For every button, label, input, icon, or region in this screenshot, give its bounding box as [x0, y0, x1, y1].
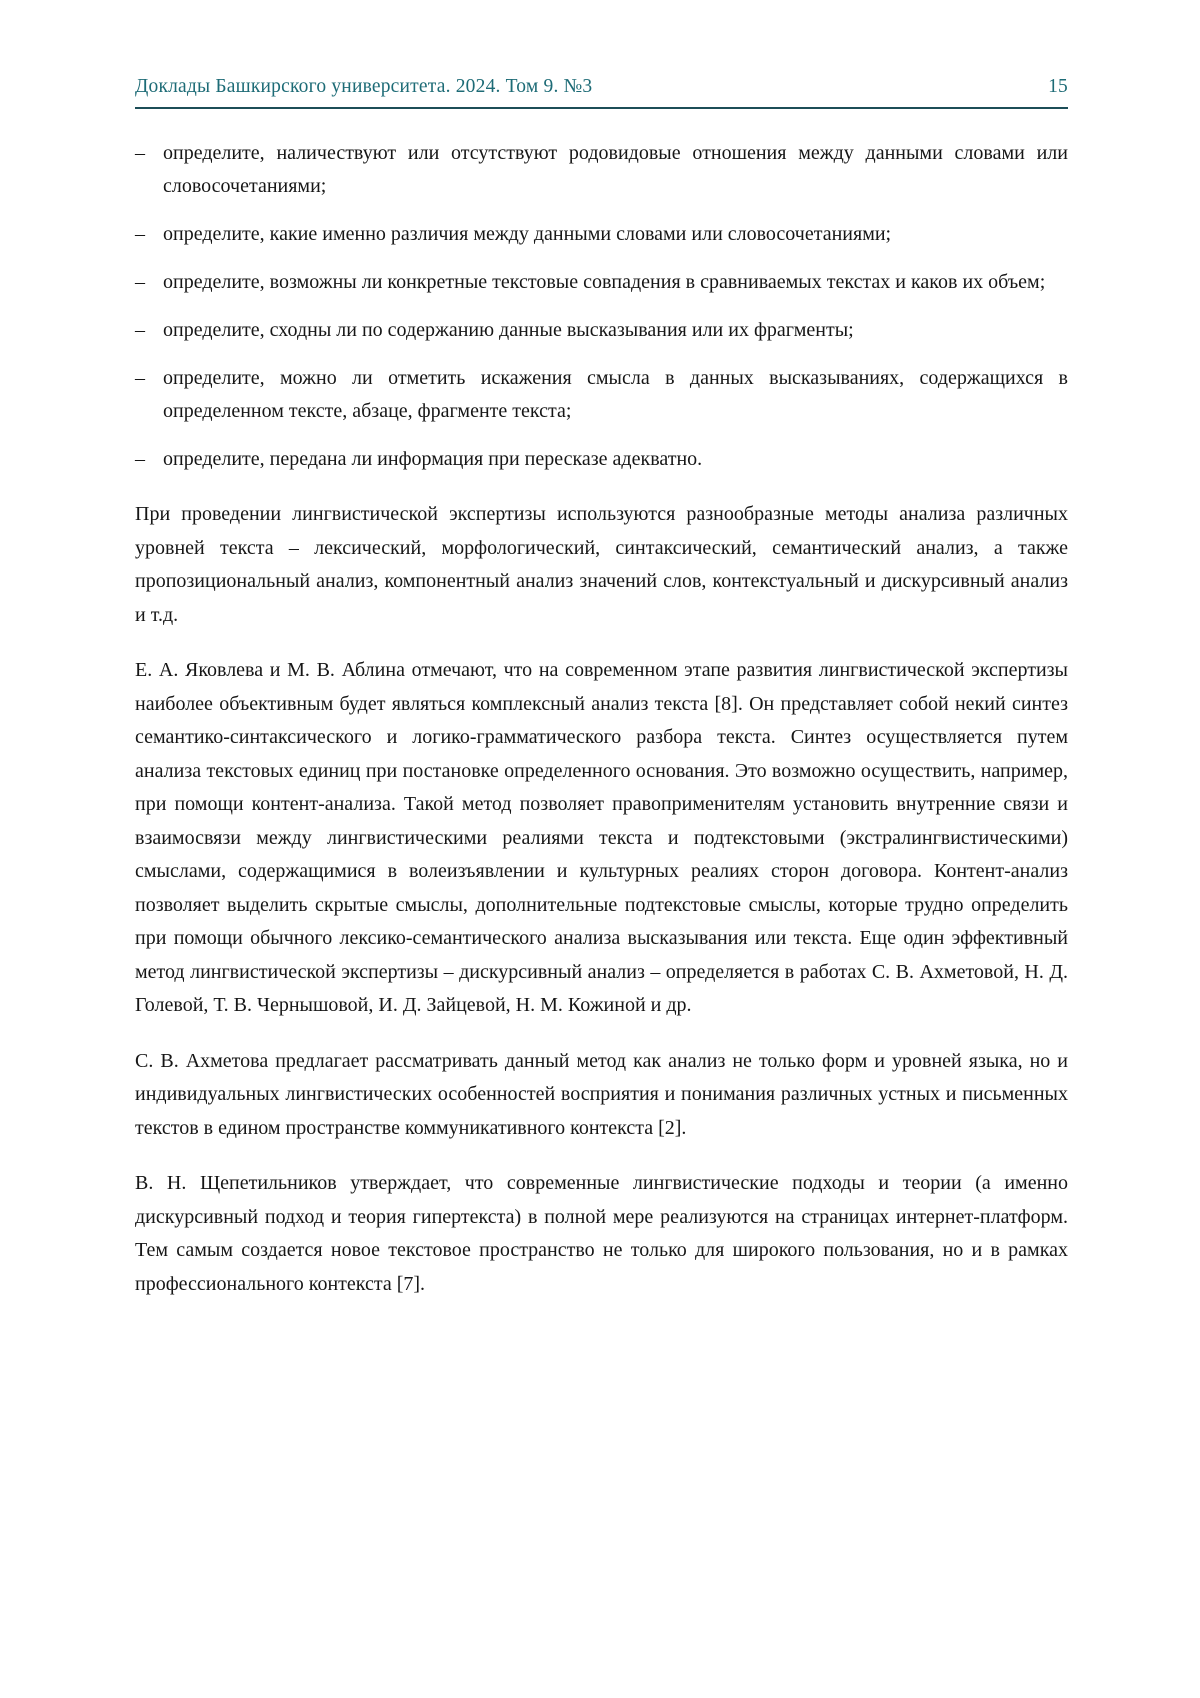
paragraph-methods: При проведении лингвистической экспертизы используются разнообразные методы анализа различных уровней текста – лексический, морфологический, синтаксический, семантический анализ, а также пропозициональный анализ, компонентный анализ значений слов, контекстуальный и дискурсивный анализ и т.д. — [135, 503, 1068, 626]
journal-title: Доклады Башкирского университета. 2024. Том 9. №3 — [135, 76, 593, 97]
page-number: 15 — [1048, 76, 1068, 97]
list-item-text: определите, передана ли информация при пересказе адекватно. — [163, 448, 703, 470]
list-item-text: определите, возможны ли конкретные текстовые совпадения в сравниваемых текстах и каков их объем; — [163, 271, 1046, 293]
list-item-text: определите, наличествуют или отсутствуют родовидовые отношения между данными словами или словосочетаниями; — [163, 142, 1068, 197]
list-dash-marker: – — [135, 448, 145, 470]
list-item — [135, 266, 1068, 299]
list-item — [135, 218, 1068, 251]
list-dash-marker: – — [135, 223, 145, 245]
list-item-text: определите, сходны ли по содержанию данные высказывания или их фрагменты; — [163, 319, 854, 341]
paragraph-akhmetova: С. В. Ахметова предлагает рассматривать данный метод как анализ не только форм и уровней языка, но и индивидуальных лингвистических особенностей восприятия и понимания различных устных и письменных текстов в едином пространстве коммуникативного контекста [2]. — [135, 1049, 1068, 1139]
page-header — [135, 76, 1068, 107]
list-dash-marker: – — [135, 271, 145, 293]
list-item — [135, 443, 1068, 476]
list-dash-marker: – — [135, 142, 145, 164]
paragraph-complex-analysis: Е. А. Яковлева и М. В. Аблина отмечают, что на современном этапе развития лингвистической экспертизы наиболее объективным будет являться комплексный анализ текста [8]. Он представляет собой некий синтез семантико-синтаксического и логико-грамматического разбора текста. Синтез осуществляется путем анализа текстовых единиц при постановке определенного основания. Это возможно осуществить, например, при помощи контент-анализа. Такой метод позволяет правоприменителям установить внутренние связи и взаимосвязи между лингвистическими реалиями текста и подтекстовыми (экстралингвистическими) смыслами, содержащимися в волеизъявлении и культурных реалиях сторон договора. Контент-анализ позволяет выделить скрытые смыслы, дополнительные подтекстовые смыслы, которые трудно определить при помощи обычного лексико-семантического анализа высказывания или текста. Еще один эффективный метод лингвистической экспертизы – дискурсивный анализ – определяется в работах С. В. Ахметовой, Н. Д. Голевой, Т. В. Чернышовой, И. Д. Зайцевой, Н. М. Кожиной и др. — [135, 659, 1068, 1016]
list-item — [135, 314, 1068, 347]
list-dash-marker: – — [135, 367, 145, 389]
list-item — [135, 362, 1068, 428]
list-dash-marker: – — [135, 319, 145, 341]
list-item-text: определите, какие именно различия между данными словами или словосочетаниями; — [163, 223, 892, 245]
expert-questions-list — [135, 137, 1068, 476]
list-item — [135, 137, 1068, 203]
paragraph-shchepetilnikov: В. Н. Щепетильников утверждает, что современные лингвистические подходы и теории (а именно дискурсивный подход и теория гипертекста) в полной мере реализуются на страницах интернет-платформ. Тем самым создается новое текстовое пространство не только для широкого пользования, но и в рамках профессионального контекста [7]. — [135, 1172, 1068, 1295]
list-item-text: определите, можно ли отметить искажения смысла в данных высказываниях, содержащихся в определенном тексте, абзаце, фрагменте текста; — [163, 367, 1068, 422]
header-rule — [135, 107, 1068, 109]
